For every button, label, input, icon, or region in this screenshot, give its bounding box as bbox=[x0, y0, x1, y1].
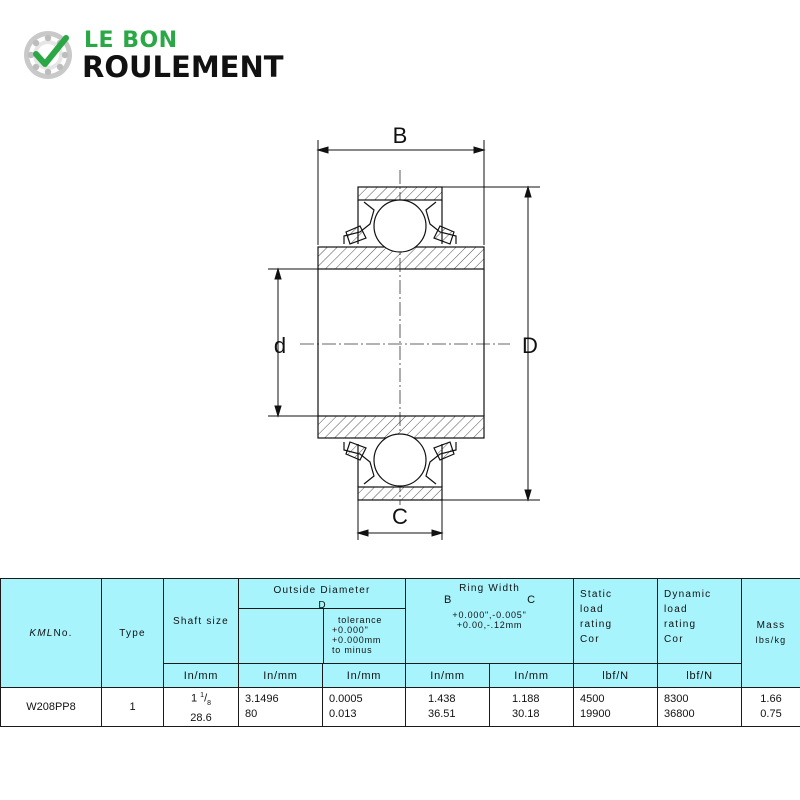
tolerance-note: tolerance +0.000" +0.000mm to minus bbox=[332, 615, 383, 655]
unit-dynamic: lbf/N bbox=[658, 664, 742, 688]
ring-width-c-value: 1.188 30.18 bbox=[490, 688, 574, 727]
header-shaft-size: Shaft size bbox=[164, 579, 239, 664]
label-outer-d: D bbox=[522, 333, 538, 358]
label-d: d bbox=[273, 333, 287, 358]
unit-static: lbf/N bbox=[574, 664, 658, 688]
ball-bottom bbox=[374, 434, 426, 486]
part-number: W208PP8 bbox=[1, 688, 102, 727]
shaft-size-value: 1 $^1/_8$ 28.6 bbox=[164, 688, 239, 727]
spec-table bbox=[0, 578, 800, 727]
unit-tolerance: In/mm bbox=[323, 664, 406, 688]
unit-od: In/mm bbox=[239, 664, 323, 688]
header-kml-no: KMLNo. bbox=[1, 579, 102, 688]
label-c: C bbox=[392, 504, 408, 529]
ball-top bbox=[374, 200, 426, 252]
header-mass: Mass lbs/kg bbox=[742, 579, 800, 688]
mass-value: 1.66 0.75 bbox=[742, 688, 800, 727]
header-ring-width: Ring Width B C +0.000",-0.005" +0.00,-.12mm bbox=[406, 579, 574, 664]
unit-ring-c: In/mm bbox=[490, 664, 574, 688]
dynamic-load-value: 8300 36800 bbox=[658, 688, 742, 727]
label-b: B bbox=[392, 123, 408, 148]
ring-width-b-value: 1.438 36.51 bbox=[406, 688, 490, 727]
type-value: 1 bbox=[102, 688, 164, 727]
header-dynamic-load: Dynamic load rating Cor bbox=[658, 579, 742, 664]
brand-name-line2: ROULEMENT bbox=[82, 50, 284, 84]
header-outside-diameter: Outside Diameter D tolerance +0.000" +0.000mm to minus bbox=[239, 579, 406, 664]
brand-name-line1: LE BON bbox=[84, 28, 178, 53]
table-row bbox=[1, 688, 800, 727]
static-load-value: 4500 19900 bbox=[574, 688, 658, 727]
header-type: Type bbox=[102, 579, 164, 688]
outside-diameter-value: 3.1496 80 bbox=[239, 688, 323, 727]
header-static-load: Static load rating Cor bbox=[574, 579, 658, 664]
unit-shaft: In/mm bbox=[164, 664, 239, 688]
unit-ring-b: In/mm bbox=[406, 664, 490, 688]
tolerance-value: 0.0005 0.013 bbox=[323, 688, 406, 727]
